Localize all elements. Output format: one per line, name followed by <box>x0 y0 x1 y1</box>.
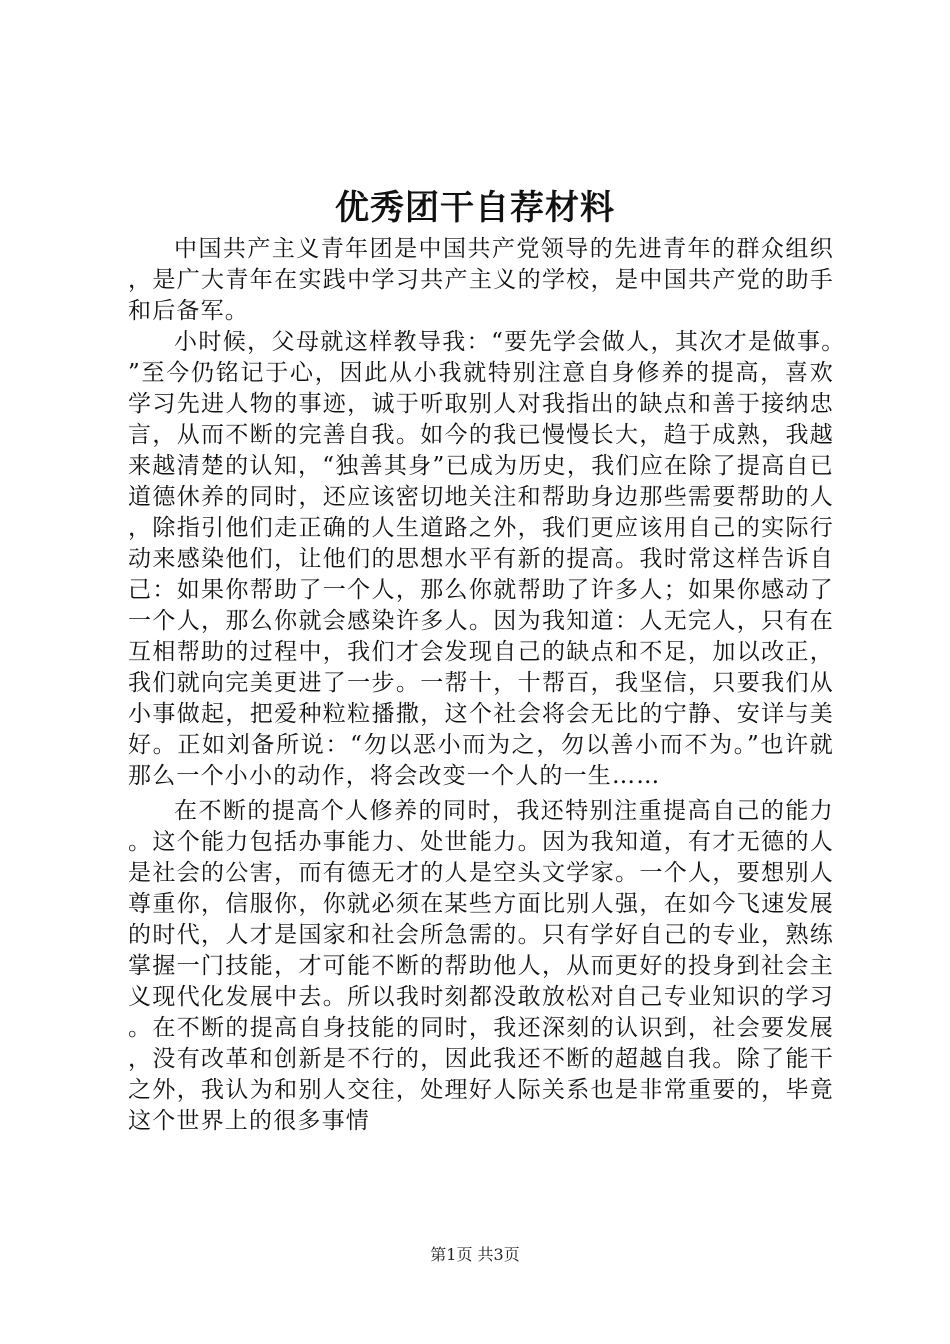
paragraph-intro: 中国共产主义青年团是中国共产党领导的先进青年的群众组织，是广大青年在实践中学习共产主义的学校，是中国共产党的助手和后备军。 <box>128 236 834 324</box>
document-body <box>128 234 834 1137</box>
paragraph-childhood: 小时候，父母就这样教导我：“要先学会做人，其次才是做事。”至今仍铭记于心，因此从小我就特别注意自身修养的提高，喜欢学习先进人物的事迹，诚于听取别人对我指出的缺点和善于接纳忠言，从而不断的完善自我。如今的我已慢慢长大，趋于成熟，我越来越清楚的认知，“独善其身”已成为历史，我们应在除了提高自已道德休养的同时，还应该密切地关注和帮助身边那些需要帮助的人，除指引他们走正确的人生道路之外，我们更应该用自己的实际行动来感染他们，让他们的思想水平有新的提高。我时常这样告诉自己：如果你帮助了一个人，那么你就帮助了许多人；如果你感动了一个人，那么你就会感染许多人。因为我知道：人无完人，只有在互相帮助的过程中，我们才会发现自己的缺点和不足，加以改正，我们就向完美更进了一步。一帮十，十帮百，我坚信，只要我们从小事做起，把爱种粒粒播撒，这个社会将会无比的宁静、安详与美好。正如刘备所说：“勿以恶小而为之，勿以善小而不为。”也许就那么一个小小的动作，将会改变一个人的一生…… <box>128 329 834 789</box>
page-number-footer: 第1页 共3页 <box>430 1245 520 1264</box>
document-title: 优秀团干自荐材料 <box>335 188 615 228</box>
paragraph-ability: 在不断的提高个人修养的同时，我还特别注重提高自己的能力。这个能力包括办事能力、处世能力。因为我知道，有才无德的人是社会的公害，而有德无才的人是空头文学家。一个人，要想别人尊重你，信服你，你就必须在某些方面比别人强，在如今飞速发展的时代，人才是国家和社会所急需的。只有学好自己的专业，熟练掌握一门技能，才可能不断的帮助他人，从而更好的投身到社会主义现代化发展中去。所以我时刻都没敢放松对自己专业知识的学习。在不断的提高自身技能的同时，我还深刻的认识到，社会要发展，没有改革和创新是不行的，因此我还不断的超越自我。除了能干之外，我认为和别人交往，处理好人际关系也是非常重要的，毕竟这个世界上的很多事情 <box>128 798 834 1134</box>
